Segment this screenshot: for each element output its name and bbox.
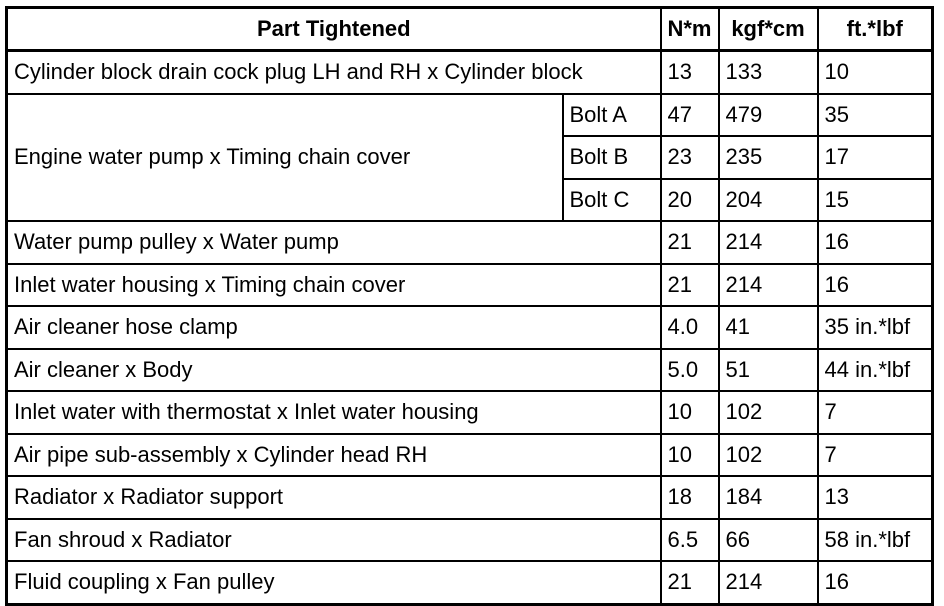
kgfcm-cell: 214 xyxy=(719,264,818,307)
kgfcm-cell: 102 xyxy=(719,391,818,434)
part-cell: Air pipe sub-assembly x Cylinder head RH xyxy=(7,434,661,477)
nm-cell: 23 xyxy=(661,136,719,179)
nm-cell: 13 xyxy=(661,51,719,94)
part-cell: Fan shroud x Radiator xyxy=(7,519,661,562)
nm-cell: 10 xyxy=(661,434,719,477)
kgfcm-cell: 214 xyxy=(719,221,818,264)
ftlbf-cell: 16 xyxy=(818,561,933,604)
nm-cell: 21 xyxy=(661,264,719,307)
table-header-row xyxy=(7,8,933,51)
torque-specification-table xyxy=(5,6,934,606)
ftlbf-cell: 44 in.*lbf xyxy=(818,349,933,392)
kgfcm-cell: 204 xyxy=(719,179,818,222)
bolt-cell: Bolt C xyxy=(563,179,661,222)
nm-cell: 5.0 xyxy=(661,349,719,392)
table-row xyxy=(7,434,933,477)
table-row xyxy=(7,221,933,264)
part-cell: Air cleaner hose clamp xyxy=(7,306,661,349)
ftlbf-cell: 17 xyxy=(818,136,933,179)
table-row xyxy=(7,476,933,519)
nm-cell: 47 xyxy=(661,94,719,137)
table-row xyxy=(7,519,933,562)
nm-cell: 6.5 xyxy=(661,519,719,562)
nm-cell: 4.0 xyxy=(661,306,719,349)
header-ftlbf: ft.*lbf xyxy=(818,8,933,51)
table-row xyxy=(7,561,933,604)
part-cell: Cylinder block drain cock plug LH and RH x Cylinder block xyxy=(7,51,661,94)
header-part-tightened: Part Tightened xyxy=(7,8,661,51)
table-row xyxy=(7,349,933,392)
part-cell: Engine water pump x Timing chain cover xyxy=(7,94,563,222)
table-row xyxy=(7,391,933,434)
kgfcm-cell: 51 xyxy=(719,349,818,392)
kgfcm-cell: 184 xyxy=(719,476,818,519)
kgfcm-cell: 235 xyxy=(719,136,818,179)
ftlbf-cell: 10 xyxy=(818,51,933,94)
ftlbf-cell: 58 in.*lbf xyxy=(818,519,933,562)
nm-cell: 20 xyxy=(661,179,719,222)
kgfcm-cell: 133 xyxy=(719,51,818,94)
part-cell: Inlet water with thermostat x Inlet water housing xyxy=(7,391,661,434)
header-kgfcm: kgf*cm xyxy=(719,8,818,51)
ftlbf-cell: 15 xyxy=(818,179,933,222)
ftlbf-cell: 13 xyxy=(818,476,933,519)
ftlbf-cell: 35 in.*lbf xyxy=(818,306,933,349)
ftlbf-cell: 7 xyxy=(818,391,933,434)
part-cell: Fluid coupling x Fan pulley xyxy=(7,561,661,604)
ftlbf-cell: 16 xyxy=(818,264,933,307)
kgfcm-cell: 66 xyxy=(719,519,818,562)
bolt-cell: Bolt B xyxy=(563,136,661,179)
table-row xyxy=(7,306,933,349)
part-cell: Radiator x Radiator support xyxy=(7,476,661,519)
part-cell: Water pump pulley x Water pump xyxy=(7,221,661,264)
part-cell: Air cleaner x Body xyxy=(7,349,661,392)
table-row xyxy=(7,264,933,307)
kgfcm-cell: 102 xyxy=(719,434,818,477)
nm-cell: 18 xyxy=(661,476,719,519)
ftlbf-cell: 16 xyxy=(818,221,933,264)
header-nm: N*m xyxy=(661,8,719,51)
nm-cell: 21 xyxy=(661,221,719,264)
ftlbf-cell: 7 xyxy=(818,434,933,477)
kgfcm-cell: 214 xyxy=(719,561,818,604)
table-row xyxy=(7,94,933,137)
nm-cell: 21 xyxy=(661,561,719,604)
bolt-cell: Bolt A xyxy=(563,94,661,137)
table-row xyxy=(7,51,933,94)
nm-cell: 10 xyxy=(661,391,719,434)
kgfcm-cell: 479 xyxy=(719,94,818,137)
ftlbf-cell: 35 xyxy=(818,94,933,137)
part-cell: Inlet water housing x Timing chain cover xyxy=(7,264,661,307)
kgfcm-cell: 41 xyxy=(719,306,818,349)
